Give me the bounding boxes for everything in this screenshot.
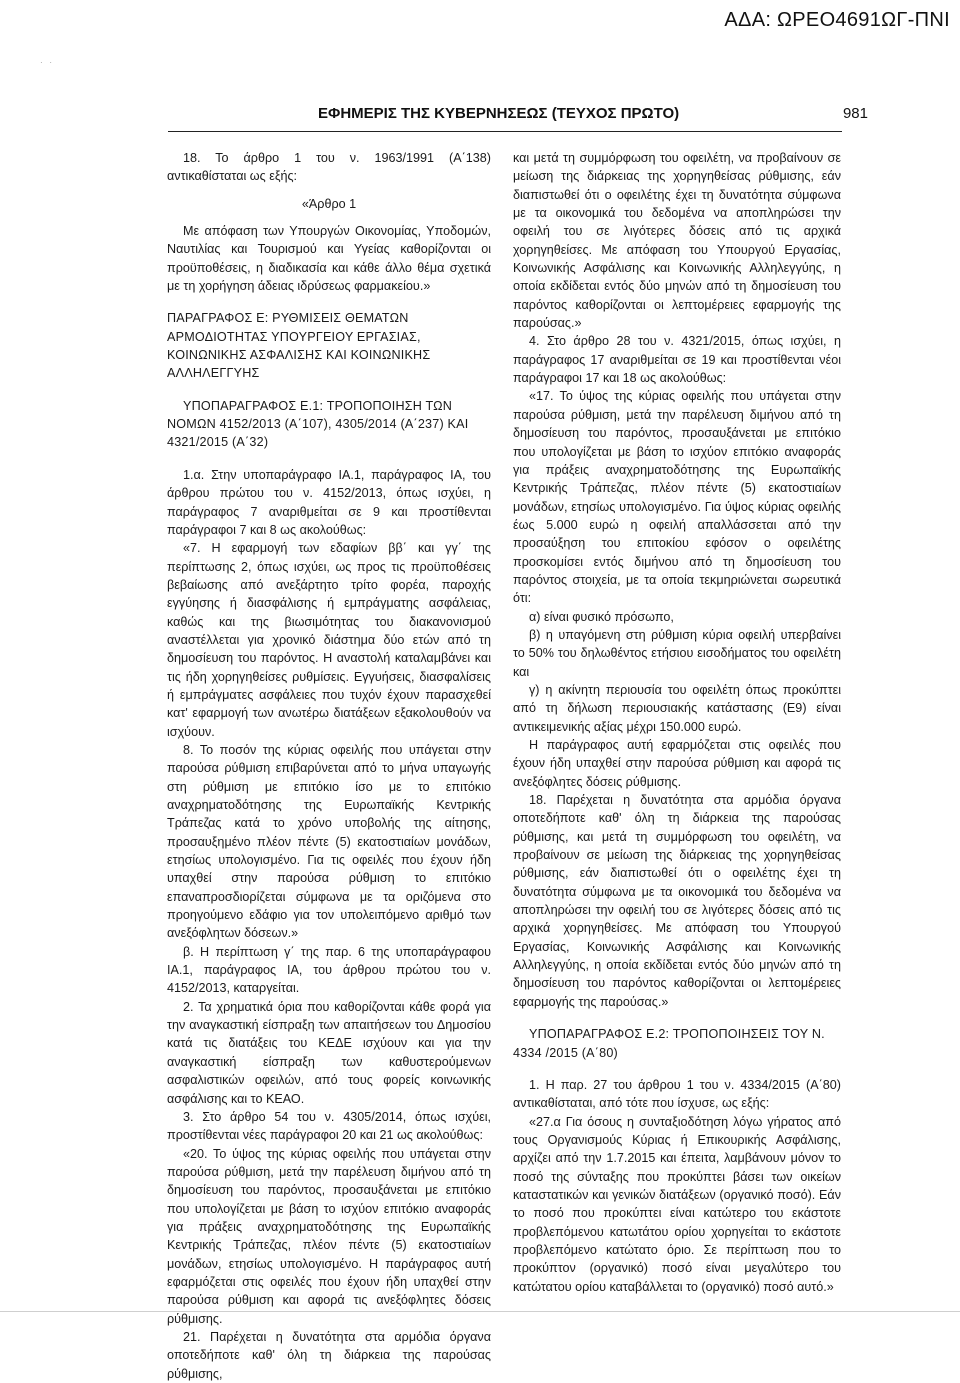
- list-item: γ) η ακίνητη περιουσία του οφειλέτη όπως προκύπτει από τη δήλωση περιουσιακής κατάστασης (Ε9) είναι αντικειμενικής αξίας μέχρι 150.000 ευρώ.: [513, 682, 841, 734]
- subsection-heading: ΥΠΟΠΑΡΑΓΡΑΦΟΣ Ε.1: ΤΡΟΠΟΠΟΙΗΣΗ ΤΩΝ ΝΟΜΩΝ 4152/2013 (Α΄107), 4305/2014 (Α΄237) ΚΑΙ 4321/2015 (Α΄32): [167, 398, 469, 450]
- article-heading: «Άρθρο 1: [301, 196, 357, 211]
- paragraph: 8. Το ποσόν της κύριας οφειλής που υπάγεται στην παρούσα ρύθμιση επιβαρύνεται από το μήνα υπαγωγής στη ρύθμιση με επιτόκιο ίσο με το επιτόκιο αναχρηματοδότησης της Ευρωπαϊκής Κεντρικής Τράπεζας κατά το χρόνο υποβολής της αίτησης, προσαυξημένο πλέον πέντε (5) εκατοστιαίων μονάδων, ετησίως υπολογισμένο. Για τις οφειλές που έχουν ήδη υπαχθεί στην παρούσα ρύθμιση το επιτόκιο επαναπροσδιορίζεται σύμφωνα με τα οριζόμενα στο προηγούμενο εδάφιο για τον υπολειπόμενο αριθμό των ανεξόφλητων δόσεων.»: [167, 742, 491, 941]
- list-item: α) είναι φυσικό πρόσωπο,: [529, 609, 674, 624]
- section-heading: ΠΑΡΑΓΡΑΦΟΣ Ε: ΡΥΘΜΙΣΕΙΣ ΘΕΜΑΤΩΝ ΑΡΜΟΔΙΟΤΗΤΑΣ ΥΠΟΥΡΓΕΙΟΥ ΕΡΓΑΣΙΑΣ, ΚΟΙΝΩΝΙΚΗΣ ΑΣΦΑΛΙΣΗΣ ΚΑΙ ΚΟΙΝΩΝΙΚΗΣ ΑΛΛΗΛΕΓΓΥΗΣ: [167, 311, 431, 381]
- paragraph: 21. Παρέχεται η δυνατότητα στα αρμόδια όργανα οποτεδήποτε καθ' όλη τη διάρκεια της παρούσας ρύθμισης,: [167, 1329, 491, 1381]
- paragraph: «20. Το ύψος της κύριας οφειλής που υπάγεται στην παρούσα ρύθμιση, μετά την παρέλευση διμήνου από τη δημοσίευση του παρόντος, προσαυξάνεται με επιτόκιο που υπολογίζεται με βάση το ισχύον επιτόκιο αναφοράς για πράξεις αναχρηματοδότησης της Ευρωπαϊκής Κεντρικής Τράπεζας, πλέον πέντε (5) εκατοστιαίων μονάδων, ετησίως υπολογισμένο. Η παράγραφος αυτή εφαρμόζεται στις οφειλές που έχουν ήδη υπαχθεί στην παρούσα ρύθμιση και αφορά τις ανεξόφλητες δόσεις ρύθμισης.: [167, 1146, 491, 1326]
- paragraph: Με απόφαση των Υπουργών Οικονομίας, Υποδομών, Ναυτιλίας και Τουρισμού και Υγείας καθορίζονται οι προϋποθέσεις, η διαδικασία και κάθε άλλο θέμα σχετικά με τη χορήγηση άδειας ιδρύσεως φαρμακείου.»: [167, 224, 491, 294]
- paragraph: Η παράγραφος αυτή εφαρμόζεται στις οφειλές που έχουν ήδη υπαχθεί στην παρούσα ρύθμιση και αφορά τις ανεξόφλητες δόσεις ρύθμισης.: [513, 738, 841, 789]
- paragraph: 18. Παρέχεται η δυνατότητα στα αρμόδια όργανα οποτεδήποτε καθ' όλη τη διάρκεια της παρούσας ρύθμισης, και μετά τη συμμόρφωση του οφειλέτη, να προβαίνουν σε μείωση της διάρκειας της χορηγηθείσας ρύθμισης, εάν διαπιστωθεί ότι ο οφειλέτης έχει τη δυνατότητα σύμφωνα με τα οικονομικά του δεδομένα να αποπληρώσει την οφειλή του σε λιγότερες δόσεις από τις αρχικά χορηγηθείσες. Με απόφαση του Υπουργού Εργασίας, Κοινωνικής Ασφάλισης και Κοινωνικής Αλληλεγγύης, η οποία εκδίδεται εντός δύο μηνών από τη δημοσίευση του παρόντος καθορίζονται οι λεπτομέρειες εφαρμογής της παρούσας.»: [513, 793, 841, 1009]
- paragraph: 1.α. Στην υποπαράγραφο ΙΑ.1, παράγραφος ΙΑ, του άρθρου πρώτου του ν. 4152/2013, όπως ισχύει, η παράγραφος 7 αναριθμείται σε 9 και προστίθενται παράγραφοι 7 και 8 ως ακολούθως:: [167, 467, 491, 537]
- subsection-heading: ΥΠΟΠΑΡΑΓΡΑΦΟΣ Ε.2: ΤΡΟΠΟΠΟΙΗΣΕΙΣ ΤΟΥ Ν. 4334 /2015 (Α΄80): [513, 1027, 825, 1060]
- paragraph: 2. Τα χρηματικά όρια που καθορίζονται κάθε φορά για την αναγκαστική είσπραξη των απαιτήσεων του Δημοσίου κατά τις διατάξεις του ΚΕΔΕ ισχύουν και για την αναγκαστική είσπραξη των καθυστερούμενων ασφαλιστικών οφειλών, από τους φορείς κοινωνικής ασφάλισης και το ΚΕΑΟ.: [167, 999, 491, 1106]
- paragraph: 18. Το άρθρο 1 του ν. 1963/1991 (Α΄138) αντικαθίσταται ως εξής:: [167, 151, 491, 184]
- paragraph: «17. Το ύψος της κύριας οφειλής που υπάγεται στην παρούσα ρύθμιση, μετά την παρέλευση διμήνου από τη δημοσίευση του παρόντος, προσαυξάνεται με επιτόκιο που υπολογίζεται με βάση το ισχύον επιτόκιο αναφοράς για πράξεις αναχρηματοδότησης της Ευρωπαϊκής Κεντρικής Τράπεζας, πλέον πέντε (5) εκατοστιαίων μονάδων, ετησίως υπολογισμένο. Για ύψος κύριας οφειλής έως 5.000 ευρώ η οφειλή απαλλάσσεται από την προσαύξηση του επιτοκίου εφόσον ο οφειλέτης προσκομίσει εντός διμήνου από τη δημοσίευση του παρόντος στοιχεία, με τα οποία τεκμηριώνεται σωρευτικά ότι:: [513, 389, 841, 606]
- gazette-header: [168, 105, 868, 132]
- paragraph: 1. Η παρ. 27 του άρθρου 1 του ν. 4334/2015 (Α΄80) αντικαθίσταται, από τότε που ίσχυσε, ως εξής:: [513, 1077, 841, 1111]
- ada-code: ΑΔΑ: ΩΡΕΟ4691ΩΓ-ΠΝΙ: [724, 9, 950, 31]
- paragraph: 4. Στο άρθρο 28 του ν. 4321/2015, όπως ισχύει, η παράγραφος 17 αναριθμείται σε 19 και προστίθενται νέοι παράγραφοι 17 και 18 ως ακολούθως:: [513, 334, 841, 386]
- left-column: [167, 149, 491, 1383]
- scan-edge-line: [0, 1311, 960, 1312]
- paragraph: και μετά τη συμμόρφωση του οφειλέτη, να προβαίνουν σε μείωση της διάρκειας της χορηγηθείσας ρύθμισης, εάν διαπιστωθεί ότι ο οφειλέτης έχει τη δυνατότητα σύμφωνα με τα οικονομικά του δεδομένα να αποπληρώσει την οφειλή του σε λιγότερες δόσεις από τις αρχικά χορηγηθείσες. Με απόφαση του Υπουργού Εργασίας, Κοινωνικής Ασφάλισης και Κοινωνικής Αλληλεγγύης, η οποία εκδίδεται εντός δύο μηνών από τη δημοσίευση του παρόντος καθορίζονται οι λεπτομέρειες εφαρμογής της παρούσας.»: [513, 151, 841, 331]
- paragraph: «7. Η εφαρμογή των εδαφίων ββ΄ και γγ΄ της περίπτωσης 2, όπως ισχύει, ως προς τις προϋποθέσεις βεβαίωσης από ανεξάρτητο τρίτο φορέα, παροχής εγγύησης ή διασφάλισης ή εμπράγματης ασφάλειας, καθώς και της βιωσιμότητας του διακανονισμού αναστέλλεται για χρονικό διάστημα δύο ετών από τη δημοσίευση του παρόντος. Η αναστολή καταλαμβάνει και τις ήδη χορηγηθείσες ρυθμίσεις. Εγγυήσεις, διασφαλίσεις ή εμπράγματες ασφάλειες που τυχόν έχουν παρασχεθεί κατ' εφαρμογή των ανωτέρω διατάξεων εξακολουθούν να ισχύουν.: [167, 541, 491, 739]
- list-item: β) η υπαγόμενη στη ρύθμιση κύρια οφειλή υπερβαίνει το 50% του δηλωθέντος ετήσιου εισοδήματος του οφειλέτη και: [513, 627, 841, 679]
- page-number: 981: [842, 105, 868, 122]
- paragraph: 3. Στο άρθρο 54 του ν. 4305/2014, όπως ισχύει, προστίθενται νέες παράγραφοι 20 και 21 ως ακολούθως:: [167, 1109, 491, 1143]
- scan-specks: · ·: [40, 58, 52, 67]
- right-column: [513, 149, 841, 1296]
- gazette-title: ΕΦΗΜΕΡΙΣ ΤΗΣ ΚΥΒΕΡΝΗΣΕΩΣ (ΤΕΥΧΟΣ ΠΡΩΤΟ): [318, 105, 680, 122]
- paragraph: β. Η περίπτωση γ΄ της παρ. 6 της υποπαράγραφου ΙΑ.1, παράγραφος ΙΑ, του άρθρου πρώτου του ν. 4152/2013, καταργείται.: [167, 944, 491, 996]
- paragraph: «27.α Για όσους η συνταξιοδότηση λόγω γήρατος από τους Οργανισμούς Κύριας ή Επικουρικής Ασφάλισης, αρχίζει από την 1.7.2015 και έπειτα, λαμβάνουν μόνον το ποσό της σύνταξης που προκύπτει βάσει των οικείων καταστατικών και γενικών διατάξεων (οργανικό ποσό). Εάν το ποσό που προκύπτει είναι κατώτερο του εκάστοτε προβλεπόμενου κατωτάτου ορίου χορηγείται το εκάστοτε προβλεπόμενο κατώτατο όριο. Σε περίπτωση που το προκύπτον (οργανικό) ποσό είναι μεγαλύτερο του κατώτατου ορίου καταβάλλεται το (οργανικό) ποσό αυτό.»: [513, 1114, 841, 1294]
